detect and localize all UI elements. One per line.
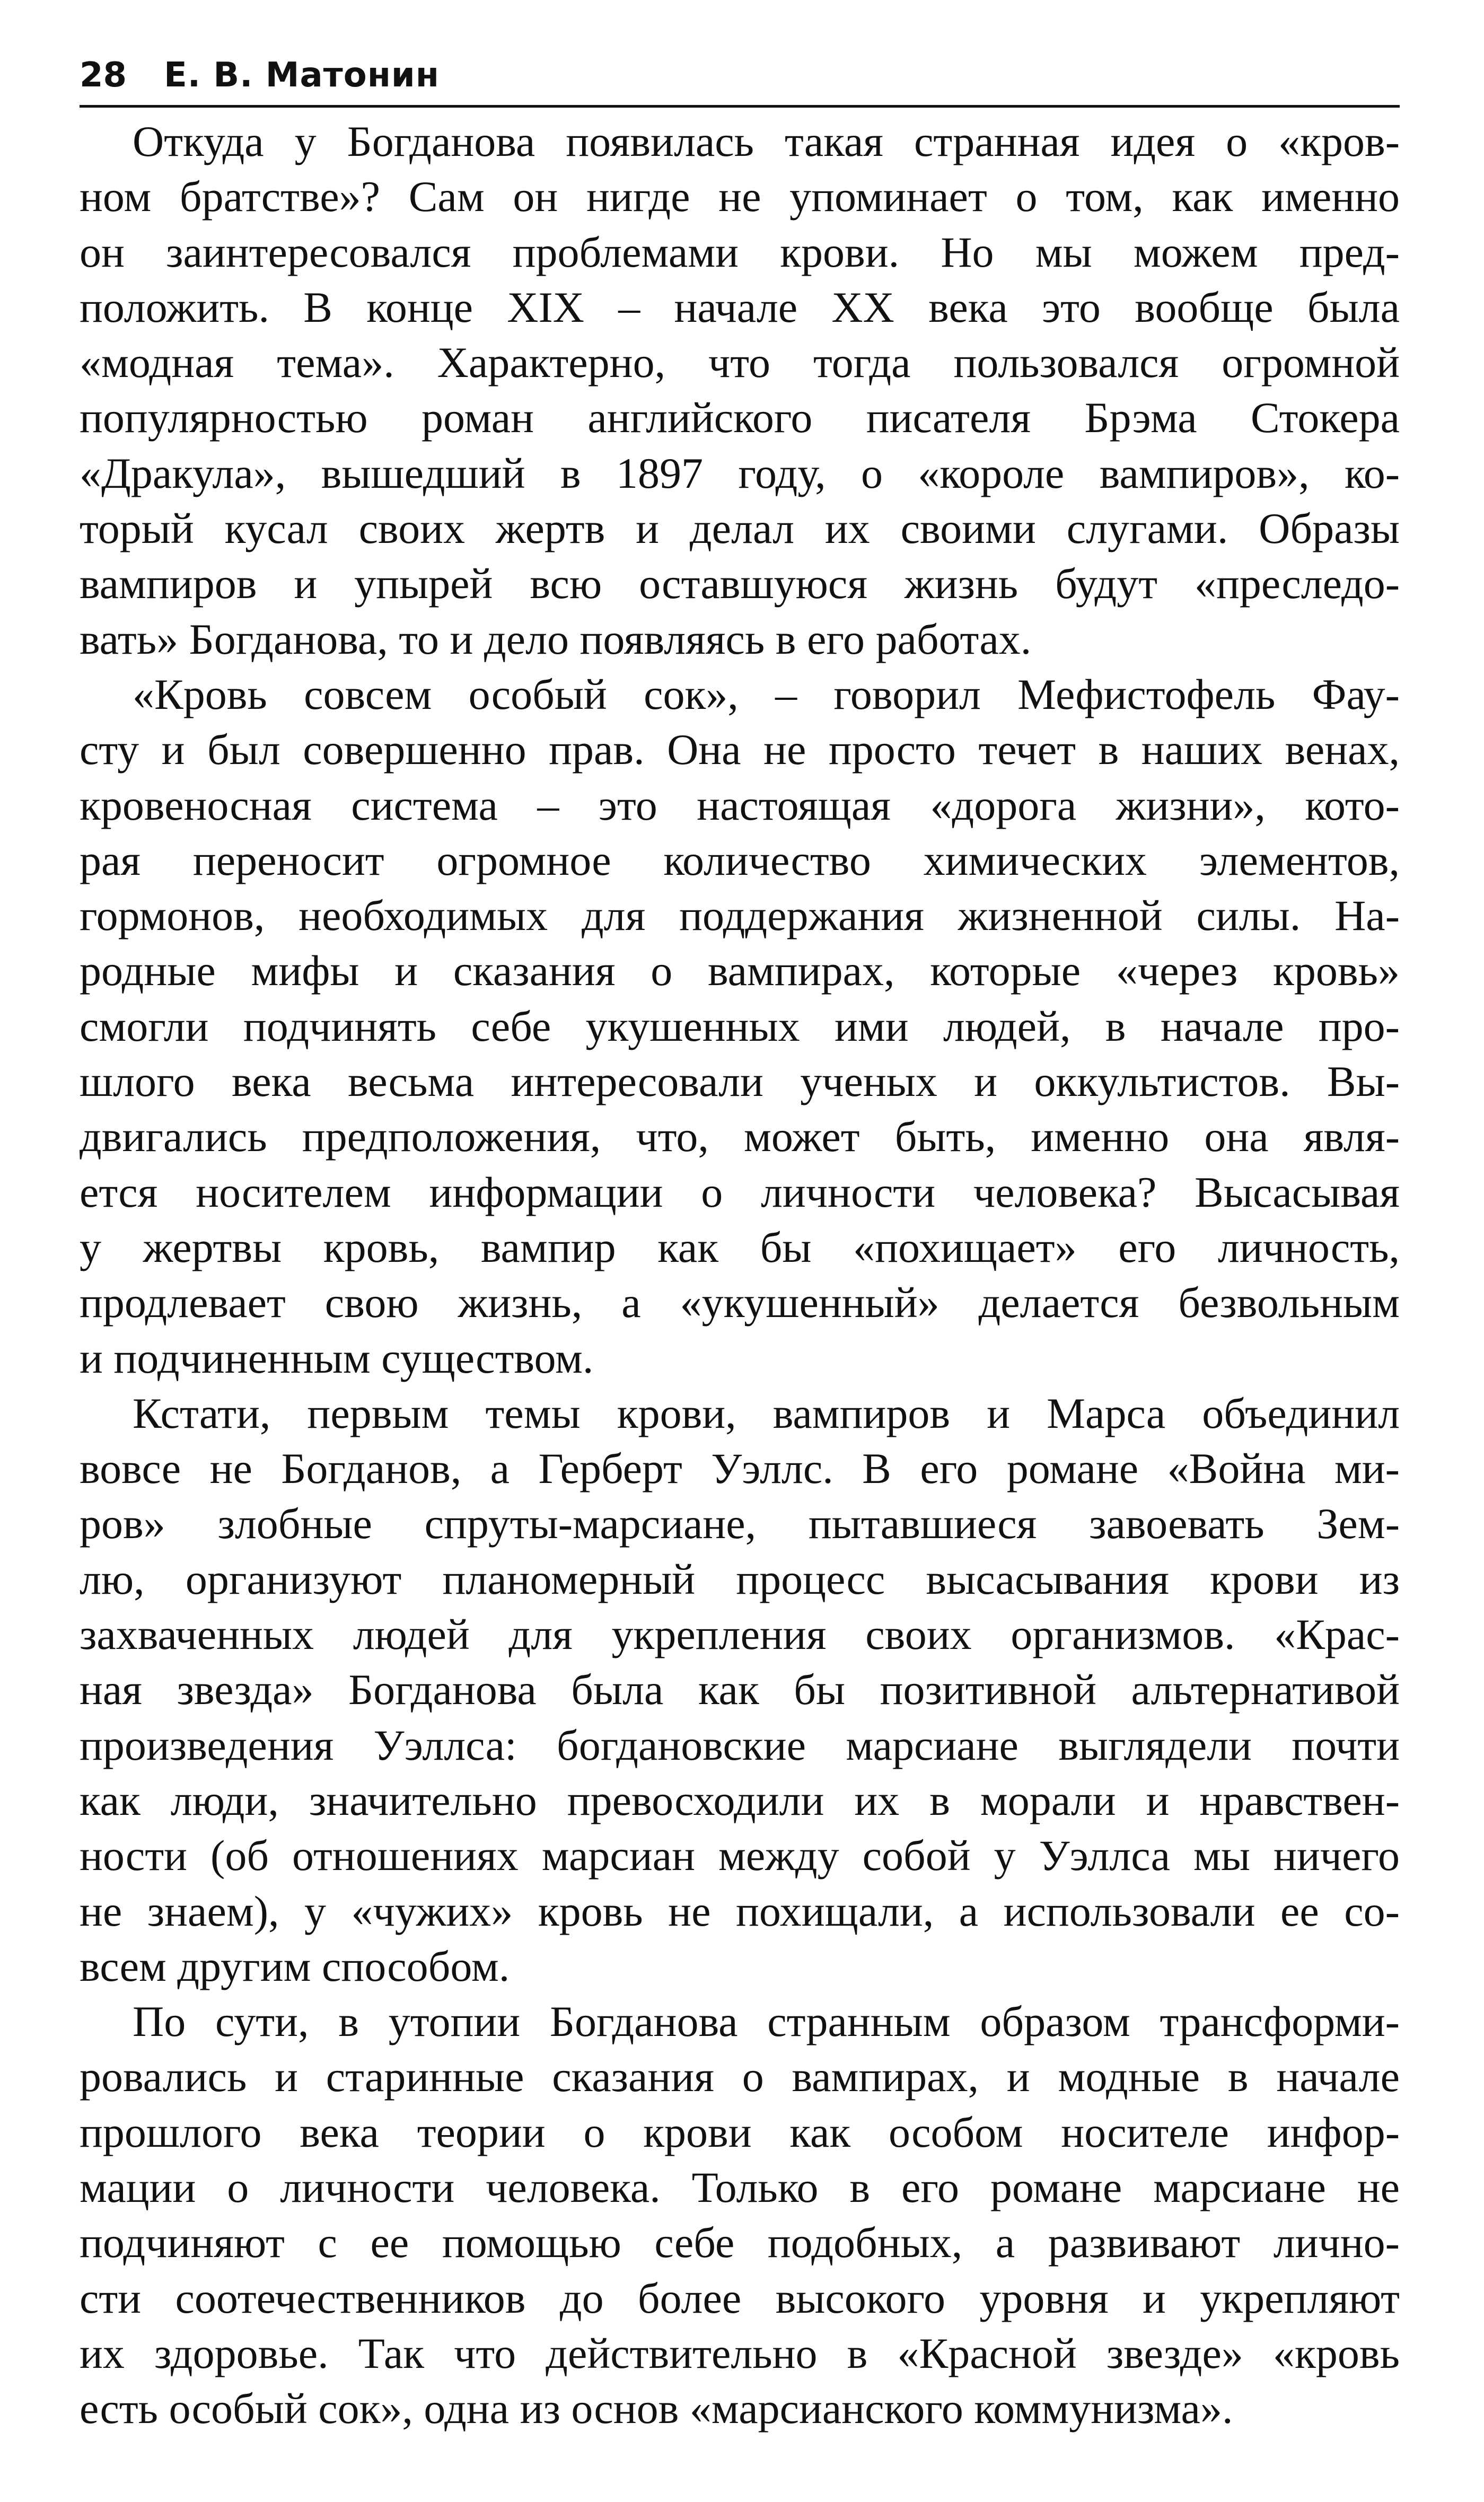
paragraph [80,667,1400,1386]
text-line: популярностью роман английского писателя Брэма Стокера [80,393,1400,442]
text-line: кровеносная система – это настоящая «дорога жизни», кото- [80,780,1400,829]
text-line: Кстати, первым темы крови, вампиров и Марса объединил [133,1389,1400,1437]
text-line: двигались предположения, что, может быть, именно она явля- [80,1112,1400,1161]
text-line: их здоровье. Так что действительно в «Красной звезде» «кровь [80,2329,1400,2377]
paragraph [80,1994,1400,2436]
text-line: вать» Богданова, то и дело появляясь в его работах. [80,614,1032,663]
text-line: ном братстве»? Сам он нигде не упоминает о том, как именно [80,172,1400,221]
text-line: положить. В конце XIX – начале XX века это вообще была [80,283,1400,331]
text-line: как люди, значительно превосходили их в морали и нравствен- [80,1776,1400,1824]
text-line: подчиняют с ее помощью себе подобных, а развивают лично- [80,2218,1400,2267]
page-number: 28 [80,56,127,95]
text-line: ровались и старинные сказания о вампирах, и модные в начале [80,2052,1400,2101]
text-line: Откуда у Богданова появилась такая странная идея о «кров- [133,117,1400,165]
text-line: вампиров и упырей всю оставшуюся жизнь будут «преследо- [80,559,1400,608]
running-header [80,58,1400,108]
text-line: родные мифы и сказания о вампирах, которые «через кровь» [80,946,1400,995]
text-line: торый кусал своих жертв и делал их своими слугами. Образы [80,504,1400,553]
text-line: По сути, в утопии Богданова странным образом трансформи- [133,1997,1400,2046]
text-line: вовсе не Богданов, а Герберт Уэллс. В его романе «Война ми- [80,1444,1400,1493]
text-line: лю, организуют планомерный процесс высасывания крови из [80,1555,1400,1603]
text-line: и подчиненным существом. [80,1333,594,1382]
text-line: «Дракула», вышедший в 1897 году, о «короле вампиров», ко- [80,449,1400,497]
text-line: сти соотечественников до более высокого уровня и укрепляют [80,2273,1400,2322]
text-line: мации о личности человека. Только в его романе марсиане не [80,2163,1400,2211]
body-text [80,114,1400,2436]
text-line: ности (об отношениях марсиан между собой у Уэллса мы ничего [80,1831,1400,1880]
text-line: «модная тема». Характерно, что тогда пользовался огромной [80,338,1400,387]
running-header-author: Е. В. Матонин [164,56,440,95]
text-line: гормонов, необходимых для поддержания жизненной силы. На- [80,891,1400,940]
paragraph [80,1386,1400,1994]
text-line: ется носителем информации о личности человека? Высасывая [80,1167,1400,1216]
text-line: у жертвы кровь, вампир как бы «похищает» его личность, [80,1223,1400,1271]
text-line: всем другим способом. [80,1942,510,1990]
text-line: прошлого века теории о крови как особом носителе инфор- [80,2108,1400,2156]
text-line: смогли подчинять себе укушенных ими людей, в начале про- [80,1002,1400,1050]
text-line: рая переносит огромное количество химических элементов, [80,836,1400,884]
text-line: «Кровь совсем особый сок», – говорил Мефистофель Фау- [133,670,1400,718]
text-line: сту и был совершенно прав. Она не просто течет в наших венах, [80,725,1400,774]
text-line: ная звезда» Богданова была как бы позитивной альтернативой [80,1665,1400,1714]
text-line: есть особый сок», одна из основ «марсианского коммунизма». [80,2384,1233,2433]
text-line: продлевает свою жизнь, а «укушенный» делается безвольным [80,1278,1400,1327]
text-line: произведения Уэллса: богдановские марсиане выглядели почти [80,1720,1400,1769]
paragraph [80,114,1400,667]
text-line: не знаем), у «чужих» кровь не похищали, а использовали ее со- [80,1886,1400,1935]
text-line: захваченных людей для укрепления своих организмов. «Крас- [80,1610,1400,1659]
text-line: шлого века весьма интересовали ученых и оккультистов. Вы- [80,1057,1400,1106]
text-line: ров» злобные спруты-марсиане, пытавшиеся завоевать Зем- [80,1499,1400,1548]
text-line: он заинтересовался проблемами крови. Но мы можем пред- [80,227,1400,276]
book-page [80,58,1400,2436]
